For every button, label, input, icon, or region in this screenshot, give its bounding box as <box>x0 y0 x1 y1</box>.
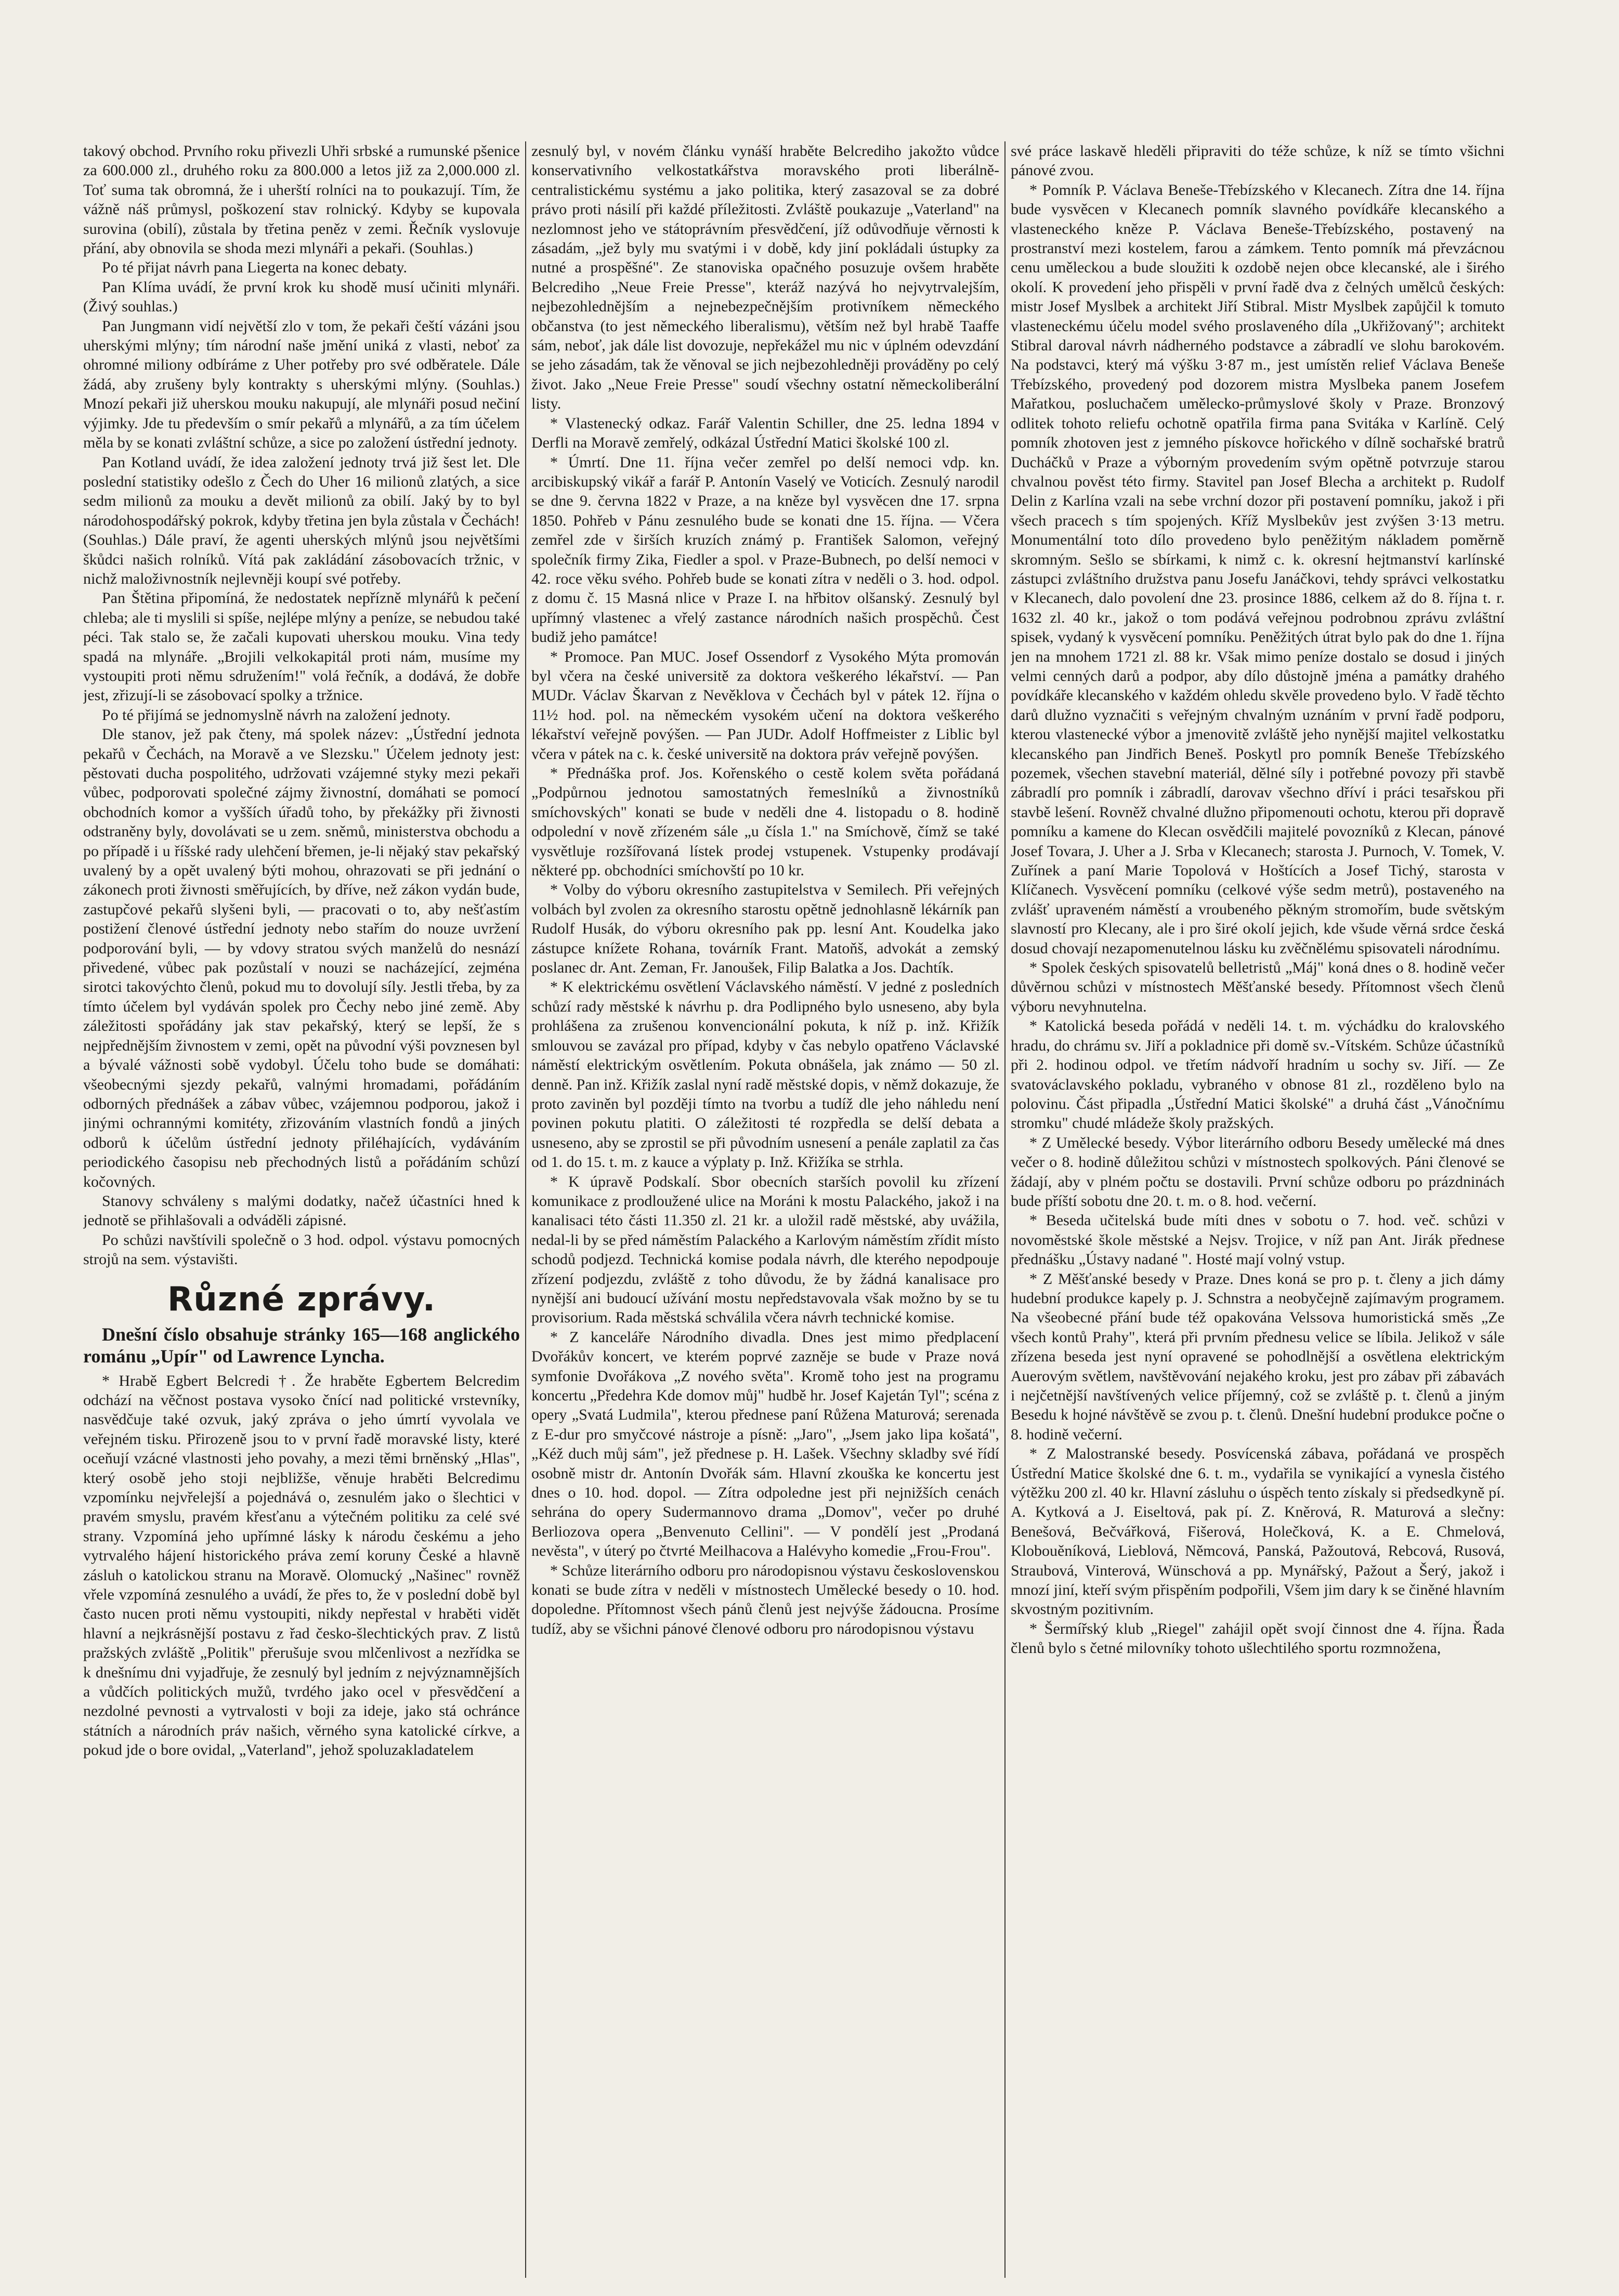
news-item: * Vlastenecký odkaz. Farář Valentin Schiller, dne 25. ledna 1894 v Derfli na Moravě zemřelý, odkázal Ústřední Matici školské 100 zl. <box>531 414 999 452</box>
column-right <box>1011 141 1505 2278</box>
news-item: * Z Malostranské besedy. Posvícenská zábava, pořádaná ve prospěch Ústřední Matice školské dne 6. t. m., vydařila se vynikající a vynesla čistého výtěžku 200 zl. 40 kr. Hlavní zásluhu o úspěch tento získaly si předsedkyně pí. A. Kytková a J. Eiseltová, pak pí. Z. Kněrová, R. Maturová a slečny: Benešová, Bečvářková, Fišerová, Holečková, K. a E. Chmelová, Klobouěníková, Lieblová, Němcová, Panská, Pažoutová, Rebcová, Rusová, Straubová, Vinterová, Wünschová a pp. Mynářský, Pažout a Šerý, jakož i mnozí jiní, kteří svým přispěním podpořili, Všem jim dary k se činěné hlavním skvostným pozitivním. <box>1011 1445 1505 1618</box>
news-item: * K úpravě Podskalí. Sbor obecních starších povolil ku zřízení komunikace z prodloužené ulice na Moráni k mostu Palackého, jakož i na kanalisaci této části 11.350 zl. 21 kr. a uložil radě městské, aby uvážila, nedal-li by se před náměstím Palackého a Karlovým náměstím zřídit místo schodů podjezd. Technická komise podala návrh, dle kterého nepodpouje zřízení podjezdu, zvláště z toho důvodu, že by žádná kanalisace pro nynější ani budoucí užívání mostu nepředstavovala však možno by se tu provisorium. Rada městská schválila včera návrh technické komise. <box>531 1173 999 1327</box>
news-item: * K elektrickému osvětlení Václavského náměstí. V jedné z posledních schůzí rady městské k návrhu p. dra Podlipného bylo usneseno, aby byla prohlášena za zrušenou konvencionální pokuta, k níž p. inž. Křižík smlouvou se zavázal pro případ, kdyby v čas nebylo opatřeno Václavské náměstí elektrickým osvětlením. Pokuta obnášela, jak známo — 50 zl. denně. Pan inž. Křižík zaslal nyní radě městské dopis, v němž dokazuje, že proto zaviněn byl později tímto na tvorbu a tudíž dle jeho náhledu není povinen pokutu platiti. O záležitosti té rozpředla se delší debata a usneseno, aby se zprostil se při původním usnesení a penále zaplatil za čas od 1. do 15. t. m. z kauce a výplaty p. Inž. Křižíka se strhla. <box>531 978 999 1171</box>
lead-notice: Dnešní číslo obsahuje stránky 165—168 anglického románu „Upír" od Lawrence Lyncha. <box>83 1323 520 1367</box>
column-rule-right <box>1004 141 1006 2278</box>
column-left <box>83 141 520 2278</box>
news-item: zesnulý byl, v novém článku vynáší hraběte Belcrediho jakožto vůdce konservativního velkostatkářstva moravského proti liberálně-centralistickému systému a jako politika, který zasazoval se za dobré právo proti násilí při každé příležitosti. Zvláště poukazuje „Vaterland" na nezlomnost jeho ve státoprávním přesvědčení, jíž odůvodňuje věrnosti k zásadám, „jež byly mu svatými i v době, kdy jiní pokládali ústupky za nutné a prospěšné". Ze stanoviska opačného posuzuje ovšem hraběte Belcrediho „Neue Freie Presse", kteráž nazývá ho nejvytrvalejším, nejbezohlednějším a nejnebezpečnějším protivníkem německého občanstva (to jest německého liberalismu), větším než byl hrabě Taaffe sám, neboť, jak dále list dovozuje, nepřekážel mu nic v úplném odevzdání se jeho zásadám, tak že věnoval se jich nejbezohledněji prováděny po celý život. Jako „Neue Freie Presse" soudí všechny ostatní německoliberální listy. <box>531 142 999 413</box>
news-item: * Promoce. Pan MUC. Josef Ossendorf z Vysokého Mýta promován byl včera na české universitě za doktora veškerého lékařství. — Pan MUDr. Václav Škarvan z Nevěklova v Čechách byl v pátek 12. října o 11½ hod. pol. na německém vysokém učení na doktora veškerého lékařství veřejně povýšen. — Pan JUDr. Adolf Hoffmeister z Liblic byl včera v pátek na c. k. české universitě na doktora práv veřejně povýšen. <box>531 648 999 763</box>
news-item: * Hrabě Egbert Belcredi †. Že hraběte Egbertem Belcredim odchází na věčnost postava vysoko čnící nad politické vrstevníky, nasvědčuje také ozvuk, jaký zpráva o jeho úmrtí vyvolala ve veřejném tisku. Přirozeně jsou to v první řadě moravské listy, které oceňují vzácné vlastnosti jeho povahy, a mezi těmi brněnský „Hlas", který osobě jeho stoji nejbližše, věnuje hraběti Belcredimu vzpomínku nejvřelejší a pojednává o, zesnulém jako o šlechtici v pravém smyslu, pravém křesťanu a výtečném politiku za celé své strany. Vzpomíná jeho upřímné lásky k národu českému a jeho vytrvalého hájení historického práva zemí koruny České a hlavně zásluh o katolickou stranu na Moravě. Olomucký „Našinec" rovněž vřele vzpomíná zesnulého a uvádí, že přes to, že v poslední době byl často nucen proti němu vystoupiti, nikdy nepřestal v hraběti vidět hlavní a nejkrásnější postavu z řad česko-šlechtických prav. Z listů pražských zvláště „Politik" přerušuje svou mlčenlivost a nezřídka se k dnešnímu dni vyjadřuje, že zesnulý byl jedním z nejvýznamnějších a vůdčích politických mužů, tvrdého jako ocel v přesvědčení a nezdolné pevnosti a vytrvalosti v boji za ideje, jako stá ochránce státních a národních práv našich, věrného syna katolické církve, a pokud jde o bore ovidal, „Vaterland", jehož spoluzakladatelem <box>83 1372 520 1759</box>
news-item: * Přednáška prof. Jos. Kořenského o cestě kolem světa pořádaná „Podpůrnou jednotou samostatných řemeslníků a živnostníků smíchovských" konati se bude v neděli dne 4. listopadu o 8. hodině odpolední v nově zřízeném sále „u čísla 1." na Smíchově, čímž se také vysvětluje rozšířovaná lístek prodej vstupenek. Vstupenky prodávají některé pp. obchodníci smíchovští po 10 kr. <box>531 765 999 880</box>
paragraph: Pan Štětina připomíná, že nedostatek nepřízně mlynářů k pečení chleba; ale ti myslili si spíše, nejlépe mlýny a peníze, se nebudou také péci. Tak stalo se, že začali kupovati uherskou mouku. Vina tedy spadá na mlynáře. „Brojili velkokapitál proti nám, musíme my vystoupiti proti němu sdružením!" volá řečník, a dodává, že dobře jest, zřizují-li se zásobovací spolky a tržnice. <box>83 589 520 704</box>
paragraph: Stanovy schváleny s malými dodatky, načež účastníci hned k jednotě se přihlašovali a odváděli zápisné. <box>83 1192 520 1229</box>
news-item: * Volby do výboru okresního zastupitelstva v Semilech. Při veřejných volbách byl zvolen za okresního starostu opětně jednohlasně lékárník pan Rudolf Husák, do výboru okresního pak pp. lesní Ant. Koudelka jako zástupce knížete Rohana, továrník Frant. Matoňš, advokát a zemský poslanec dr. Ant. Zeman, Fr. Janoušek, Filip Balatka a Jos. Dachtík. <box>531 881 999 977</box>
news-item: * Katolická beseda pořádá v neděli 14. t. m. výchádku do kralovského hradu, do chrámu sv. Jiří a pokladnice při domě sv.-Vítském. Schůze účastníků při 2. hodinou odpol. ve třetím nádvoří hradním u sochy sv. Jiří. — Ze svatováclavského pokladu, vybraného v obnose 81 zl., rozděleno bylo na polovinu. Část připadla „Ústřední Matici školské" a druhá část „Vánočnímu stromku" chudé mládeže školy pražských. <box>1011 1017 1505 1132</box>
news-item: * Šermířský klub „Riegel" zahájil opět svojí činnost dne 4. října. Řada členů bylo s četné milovníky tohoto ušlechtilého sportu rozmnožena, <box>1011 1620 1505 1657</box>
news-item: * Z kanceláře Národního divadla. Dnes jest mimo předplacení Dvořákův koncert, ve kterém poprvé zazněje se bude v Praze nová symfonie Dvořákova „Z nového světa". Kromě toho jest na programu koncertu „Předehra Kde domov můj" hudbě hr. Josef Kajetán Tyl"; scéna z opery „Svatá Ludmila", kterou přednese paní Růžena Maturová; serenada z E-dur pro smyčcové nástroje a písně: „Jaro", „Jsem jako lipa košatá", „Kéž duch můj sám", jež přednese p. H. Lašek. Všechny skladby své řídí osobně mistr dr. Antonín Dvořák sám. Hlavní zkouška ke koncertu jest dnes o 10. hod. dopol. — Zítra odpoledne jest při nejnižších cenách sehrána do opery Sudermannovo drama „Domov", večer po druhé Berliozova opera „Benvenuto Cellini". — V pondělí jest „Prodaná nevěsta", v úterý po čtvrté Meilhacova a Halévyho komedie „Frou-Frou". <box>531 1328 999 1560</box>
news-item: * Schůze literárního odboru pro národopisnou výstavu československou konati se bude zítra v neděli v místnostech Umělecké besedy o 10. hod. dopoledne. Přítomnost všech pánů členů jest nejvýše žádoucna. Prosíme tudíž, aby se všichni pánové členové odboru pro národopisnou výstavu <box>531 1562 999 1637</box>
news-item: * Úmrtí. Dne 11. října večer zemřel po delší nemoci vdp. kn. arcibiskupský vikář a farář P. Antonín Vaselý ve Voticích. Zesnulý narodil se dne 9. června 1822 v Praze, a na kněze byl vysvěcen dne 17. srpna 1850. Pohřeb v Pánu zesnulého bude se konati dne 15. října. — Včera zemřel zde v širších kruzích známý p. František Salomon, veřejný společník firmy Zika, Fiedler a spol. v Praze-Bubnech, po delší nemoci v 42. roce věku svého. Pohřeb bude se konati zítra v neděli o 3. hod. odpol. z domu č. 15 Masná nlice v Praze I. na hřbitov olšanský. Zesnulý byl upřímný vlastenec a vřelý zastance národních našich prospěchů. Čest budiž jeho památce! <box>531 453 999 646</box>
news-item: své práce laskavě hleděli připraviti do téže schůze, k níž se tímto všichni pánové zvou. <box>1011 142 1505 179</box>
news-item: * Pomník P. Václava Beneše-Třebízského v Klecanech. Zítra dne 14. října bude vysvěcen v Klecanech pomník slavného povídkáře klecanského a vlasteneckého kněze P. Václava Beneše-Třebízského, postavený na prostranství mezi kostelem, farou a zámkem. Tento pomník má převzácnou cenu uměleckou a bude sloužiti k ozdobě nejen obce klecanské, ale i širého okolí. K provedení jeho přispěli v první řadě dva z čelných umělců českých: mistr Josef Myslbek a architekt Jiří Stibral. Mistr Myslbek zapůjčil k tomuto vlasteneckému účelu model svého proslaveného díla „Ukřižovaný"; architekt Stibral daroval návrh nádherného podstavce a zábradlí ve slohu barokovém. Na podstavci, který má výšku 3·87 m., jest umístěn relief Václava Beneše Třebízského, provedený pod dozorem mistra Myslbeka panem Josefem Mařatkou, posluchačem umělecko-průmyslové školy v Praze. Bronzový odlitek tohoto reliefu ochotně opatřila firma pana Svitáka v Karlíně. Celý pomník zhotoven jest z jemného pískovce hořického v dílně sochařské bratrů Ducháčků v Praze a výborným provedením svým opětně potvrzuje starou chvalnou pověst této firmy. Stavitel pan Josef Blecha a architekt p. Rudolf Delin z Karlína vzali na sebe vrchní dozor při postavení pomníku, jakož i při všech pracech s tím spojených. Kříž Myslbekův jest zvýšen 3·13 metru. Monumentální toto dílo provedeno bylo peněžitým nákladem poměrně skromným. Sešlo se sbírkami, k nimž c. k. okresní hejtmanství karlínské zástupci zvláštního družstva panu Josefu Janáčkovi, tehdy správci velkostatku v Klecanech, dalo povolení dne 23. prosince 1886, celkem až do 8. října t. r. 1632 zl. 40 kr., jakož o tom podává veřejnou podrobnou zprávu zvláštní spisek, vydaný k vysvěcení pomníku. Peněžitých útrat bylo pak do dne 1. října jen na mnohem 1721 zl. 88 kr. Však mimo peníze dostalo se dosud i jiných velmi cenných darů a podpor, aby dílo důstojně jména a památky drahého povídkáře klecanského v každém ohledu skvěle provedeno bylo. V řadě těchto darů dlužno vyznačiti s veřejným chvalným uznáním v první řadě podporu, kterou vlastenecké výbor a jmenovitě zvláště jeho nynější majitel velkostatku klecanského pan Jindřich Beneš. Poskytl pro pomník Beneše Třebízského pozemek, všechen stavební materiál, dělné síly i potřebné povozy při stavbě zábradlí pro pomník i zábradlí, darovav všechno dříví i práci tesařskou při stavbě lešení. Rovněž chvalné dlužno připomenouti ochotu, kterou při dopravě pomníku a kamene do Klecan osvědčili majitelé povozníků z Klecan, pánové Josef Tovara, J. Uher a J. Srba v Klecanech; starosta J. Purnoch, V. Tomek, V. Zuřínek a paní Marie Topolová v Hoštících a Josef Tichý, starosta v Klíčanech. Vysvěcení pomníku (celkové výše sedm metrů), postaveného na zvlášť upraveném náměstí a vroubeného pěkným stromořím, bude světským slavností pro Klecany, ale i pro širé okolí jejich, kde všude věrná srdce česká dosud chovají nezapomenutelnou lásku ku zvěčnělému spisovateli národnímu. <box>1011 181 1505 957</box>
paragraph: Po té přijímá se jednomyslně návrh na založení jednoty. <box>102 706 451 724</box>
paragraph: takový obchod. Prvního roku přivezli Uhři srbské a rumunské pšenice za 600.000 zl., druhého roku za 800.000 a letos již za 2,000.000 zl. Toť suma tak obromná, že i uherští rolníci na to poukazují. Tím, že vážně náš průmysl, poškození stav rolnický. Kdyby se kupovala surovina (obilí), zůstala by třetina peněz v zemi. Řečník vyslovuje přání, aby obnovila se shoda mezi mlynáři a pekaři. (Souhlas.) <box>83 142 520 257</box>
paragraph: Pan Jungmann vidí největší zlo v tom, že pekaři čeští vázáni jsou uherskými mlýny; tím národní naše jmění uniká z vlasti, neboť za ohromné miliony odbíráme z Uher potřeby pro své odběratele. Dále žádá, aby zrušeny byly kontrakty s uherskými mlýny. (Souhlas.) Mnozí pekaři již uherskou mouku nakupují, ale mlynáři posud nečiní výjimky. Jde tu především o smír pekařů a mlynářů, a za tím účelem měla by se konati zvláštní schůze, a sice po založení ústřední jednoty. <box>83 317 520 452</box>
news-item: * Z Měšťanské besedy v Praze. Dnes koná se pro p. t. členy a jich dámy hudební produkce kapely p. J. Schnstra a neobyčejně zajímavým programem. Na všeobecné přání bude též opakována Velssova humoristická směs „Ze všech kontů Prahy", která při prvním přednesu velice se líbila. Jelikož v sále zřízena beseda jest nyní opravené se pohodlnější a osvětlena elektrickým Auerovým světlem, navštěvování nejakého kroku, jest pro zábav při zábavách i nejčetnější navštívených velice příjemný, což se zvláště p. t. členů a jiným Besedu k hojné návštěvě se zvou p. t. členů. Dnešní hudební produkce počne o 8. hodině večerní. <box>1011 1270 1505 1443</box>
column-rule-left <box>525 141 526 2278</box>
column-middle <box>531 141 999 2278</box>
paragraph: Pan Klíma uvádí, že první krok ku shodě musí učiniti mlynáři. (Živý souhlas.) <box>83 278 520 316</box>
paragraph: Po té přijat návrh pana Liegerta na konec debaty. <box>102 259 407 277</box>
paragraph: Dle stanov, jež pak čteny, má spolek název: „Ústřední jednota pekařů v Čechách, na Moravě a ve Slezsku." Účelem jednoty jest: pěstovati ducha pospolitého, udržovati vzájemné styky mezi pekaři vůbec, podporovati společné zájmy živnostní, domáhati se pomocí obchodních komor a vyšších úřadů toho, by překážky při živnosti odstraněny byly, dovolávati se u zem. sněmů, ministerstva obchodu a po případě i u říšské rady ulehčení břemen, je-li nějaký stav pekařský uvalený by a opět uvalený býti mohou, ohrazovati se při jednání o zákonech proti živnosti směřujících, by dříve, než zákon vydán bude, zastupčové pekařů slyšeni byli, — pracovati o to, aby nešťastím postižení členové ústřední jednoty nebo stařím do nouze uvržení podporování byli, — by vdovy stratou svých manželů do nesnází přivedené, vůbec pak pozůstalí v nouzi se nacházející, zejména sirotci takovýchto členů, pokud mu to dovolují síly. Jestli třeba, by za tímto účelem byl vydáván spolek pro Čechy nebo jiné země. Aby záležitosti spořádány jak stav pekařský, který se lepší, že s nejpřednějším živnostem v zemi, opět na původní výši povznesen byl a bývalé vážnosti sobě vydobyl. Účelu toho bude se domáhati: všeobecnými sjezdy pekařů, valnými hromadami, pořádáním odborných přednášek a zábav vůbec, vzájemnou podporou, jakož i jinými ochrannými komitéty, zřizováním vlastních fondů a jiných odborů k účelům ústřední jednoty přiléhajících, vydáváním periodického časopisu neb přechodných listů a pořádáním schůzí kočovných. <box>83 726 520 1190</box>
paragraph: Pan Kotland uvádí, že idea založení jednoty trvá již šest let. Dle poslední statistiky odešlo z Čech do Uher 16 milionů zlatých, a sice sedm milionů za mouku a devět milionů za obilí. Jaký by to byl národohospodářský pokrok, kdyby třetina jen byla zůstala v Čechách! (Souhlas.) Dále praví, že agenti uherských mlýnů jsou největšími škůdci našich rolníků. Vítá pak zakládání zásobovacích tržnic, v nichž maloživnostník nejlevněji koupí své potřeby. <box>83 453 520 587</box>
news-item: * Beseda učitelská bude míti dnes v sobotu o 7. hod. več. schůzi v novoměstské škole městské a Nejsv. Trojice, v níž pan Ant. Jirák přednese přednášku „Ústavy nadané ". Hosté mají volný vstup. <box>1011 1212 1505 1268</box>
section-title: Různé zprávy. <box>167 1280 436 1319</box>
news-item: * Z Umělecké besedy. Výbor literárního odboru Besedy umělecké má dnes večer o 8. hodině důležitou schůzi v místnostech spolkových. Páni členové se žádají, aby v plném počtu se dostavili. První schůze odboru po prázdninách bude příští sobotu dne 20. t. m. o 8. hod. večerní. <box>1011 1134 1505 1210</box>
news-item: * Spolek českých spisovatelů belletristů „Máj" koná dnes o 8. hodině večer důvěrnou schůzi v místnostech Měšťanské besedy. Přítomnost všech členů výboru nevyhnutelna. <box>1011 959 1505 1015</box>
paragraph: Po schůzi navštívili společně o 3 hod. odpol. výstavu pomocných strojů na sem. výstavišti. <box>83 1231 520 1268</box>
